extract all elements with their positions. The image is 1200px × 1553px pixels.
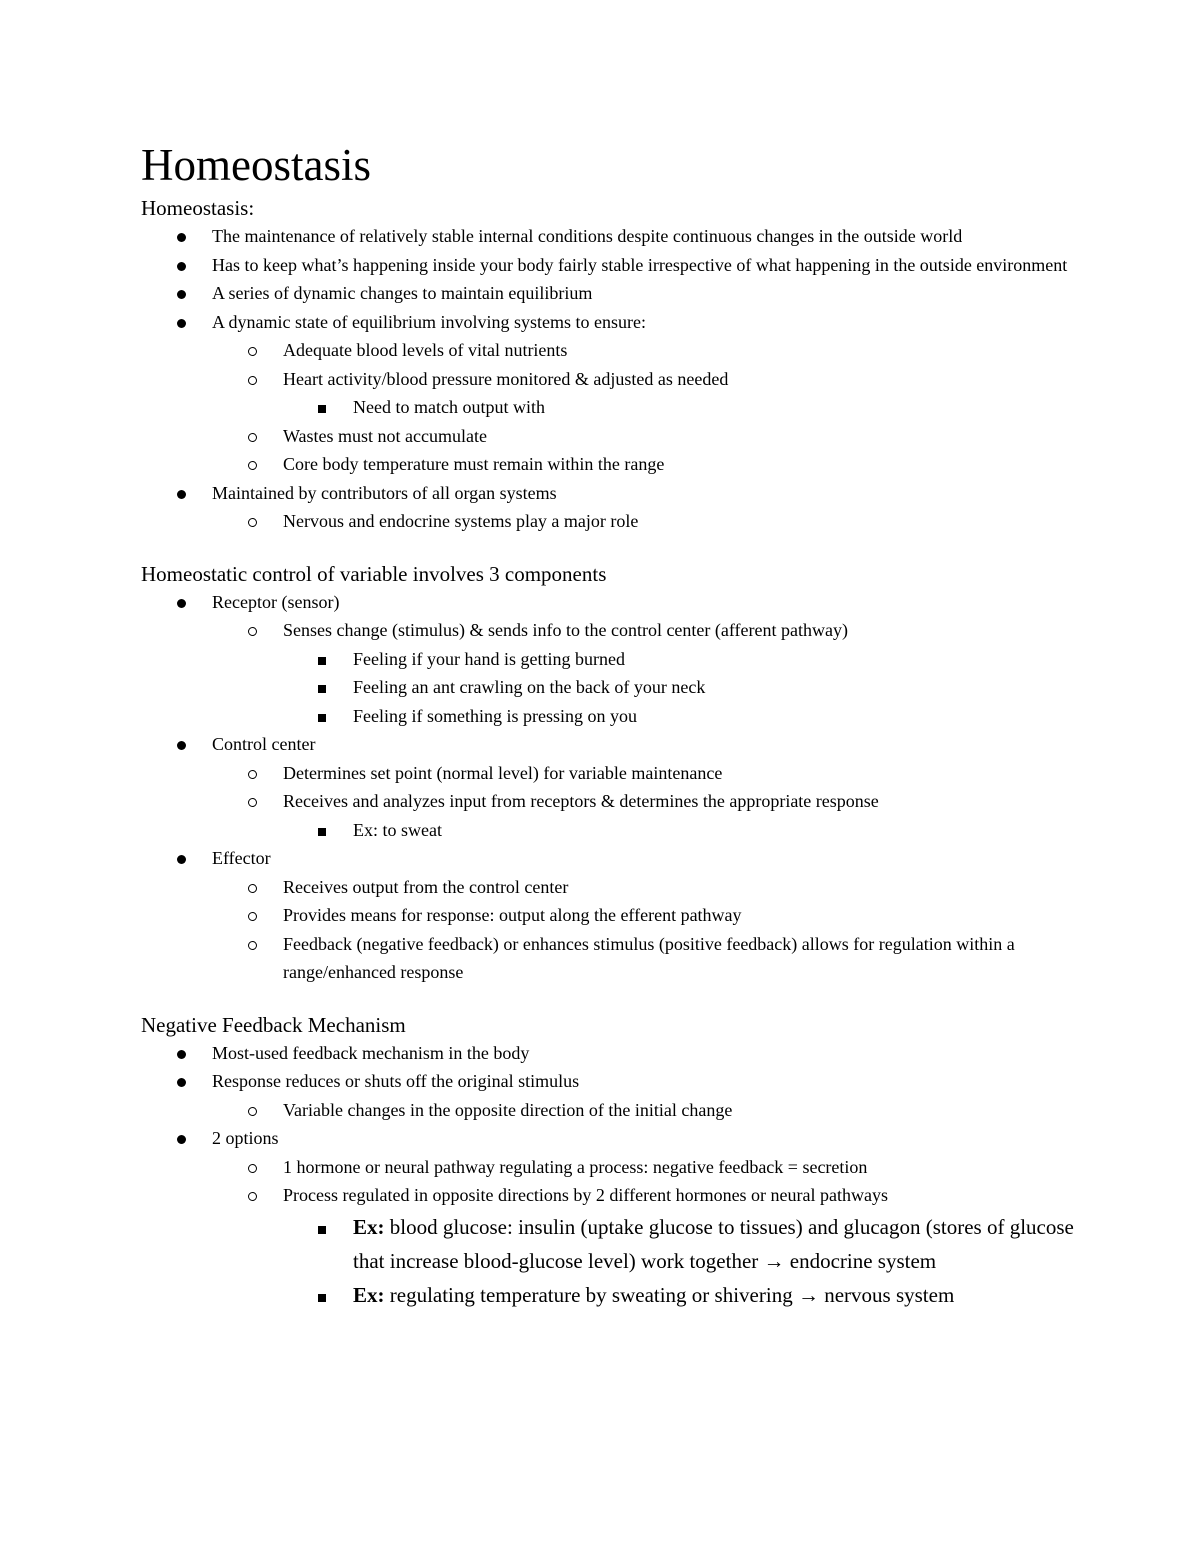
circle-bullet-icon xyxy=(248,759,257,788)
list-item xyxy=(141,616,1081,645)
list-item-text: Heart activity/blood pressure monitored & adjusted as needed xyxy=(283,368,729,389)
list-item-text: Process regulated in opposite directions by 2 different hormones or neural pathways xyxy=(283,1185,889,1206)
list-item xyxy=(141,450,1081,479)
list-item-text: blood glucose: insulin (uptake glucose to tissues) and glucagon (stores of glucose that increase blood-glucose level) work together → endocrine system xyxy=(353,1214,1074,1273)
square-bullet-icon xyxy=(318,702,326,731)
list-item xyxy=(141,930,1081,987)
list-item-text: Core body temperature must remain within the range xyxy=(283,454,665,475)
list-item-text: Receptor (sensor) xyxy=(212,591,340,612)
circle-bullet-icon xyxy=(248,616,257,645)
list-item xyxy=(141,1067,1081,1096)
square-bullet-icon xyxy=(318,393,326,422)
list-item-text: Determines set point (normal level) for variable maintenance xyxy=(283,762,723,783)
list-item xyxy=(141,1124,1081,1153)
list-item-text: The maintenance of relatively stable internal conditions despite continuous changes in the outside world xyxy=(212,226,963,247)
circle-bullet-icon xyxy=(248,507,257,536)
list-item-text: Provides means for response: output along the efferent pathway xyxy=(283,905,742,926)
list-item xyxy=(141,702,1081,731)
list-item xyxy=(141,251,1081,280)
disc-bullet-icon xyxy=(177,308,186,337)
document-page xyxy=(141,140,1081,1312)
list-item xyxy=(141,645,1081,674)
list-item-text: Feeling if something is pressing on you xyxy=(353,705,637,726)
disc-bullet-icon xyxy=(177,279,186,308)
example-label: Ex: xyxy=(353,1214,385,1239)
list-item-text: Feeling an ant crawling on the back of your neck xyxy=(353,677,706,698)
disc-bullet-icon xyxy=(177,588,186,617)
list-item-text: regulating temperature by sweating or shivering → nervous system xyxy=(389,1282,955,1307)
list-item-text: Most-used feedback mechanism in the body xyxy=(212,1042,530,1063)
list-item xyxy=(141,1278,1081,1312)
list-item xyxy=(141,1181,1081,1210)
square-bullet-icon xyxy=(318,1278,326,1312)
list-item xyxy=(141,816,1081,845)
list-item-text: Ex: to sweat xyxy=(353,819,442,840)
list-item-text: Variable changes in the opposite direction of the initial change xyxy=(283,1099,733,1120)
list-item xyxy=(141,1153,1081,1182)
list-item-text: 2 options xyxy=(212,1128,279,1149)
section-heading-control-components: Homeostatic control of variable involves 3 components xyxy=(141,561,607,586)
disc-bullet-icon xyxy=(177,730,186,759)
list-item xyxy=(141,279,1081,308)
list-item xyxy=(141,1039,1081,1068)
list-item xyxy=(141,308,1081,337)
circle-bullet-icon xyxy=(248,422,257,451)
circle-bullet-icon xyxy=(248,930,257,959)
list-item xyxy=(141,507,1081,536)
list-item-text: Wastes must not accumulate xyxy=(283,425,487,446)
document-title: Homeostasis xyxy=(141,140,371,190)
control-components-list xyxy=(141,588,1081,987)
circle-bullet-icon xyxy=(248,787,257,816)
example-label: Ex: xyxy=(353,1282,385,1307)
disc-bullet-icon xyxy=(177,1124,186,1153)
list-item xyxy=(141,673,1081,702)
circle-bullet-icon xyxy=(248,365,257,394)
circle-bullet-icon xyxy=(248,336,257,365)
list-item-text: Receives and analyzes input from receptors & determines the appropriate response xyxy=(283,791,879,812)
list-item xyxy=(141,479,1081,508)
homeostasis-list xyxy=(141,222,1081,536)
list-item xyxy=(141,873,1081,902)
list-item-text: Has to keep what’s happening inside your body fairly stable irrespective of what happening in the outside environment xyxy=(212,254,1068,275)
list-item-text: Maintained by contributors of all organ systems xyxy=(212,482,557,503)
list-item xyxy=(141,336,1081,365)
list-item-text: Need to match output with xyxy=(353,397,545,418)
circle-bullet-icon xyxy=(248,901,257,930)
disc-bullet-icon xyxy=(177,251,186,280)
square-bullet-icon xyxy=(318,1210,326,1244)
list-item xyxy=(141,393,1081,422)
list-item-text: Adequate blood levels of vital nutrients xyxy=(283,340,568,361)
section-heading-homeostasis: Homeostasis: xyxy=(141,196,255,221)
circle-bullet-icon xyxy=(248,450,257,479)
list-item xyxy=(141,1210,1081,1278)
circle-bullet-icon xyxy=(248,873,257,902)
list-item xyxy=(141,222,1081,251)
list-item-text: Receives output from the control center xyxy=(283,876,569,897)
list-item-text: Response reduces or shuts off the original stimulus xyxy=(212,1071,580,1092)
list-item-text: Control center xyxy=(212,734,316,755)
disc-bullet-icon xyxy=(177,844,186,873)
circle-bullet-icon xyxy=(248,1096,257,1125)
list-item-text: Nervous and endocrine systems play a major role xyxy=(283,511,639,532)
list-item xyxy=(141,759,1081,788)
list-item xyxy=(141,1096,1081,1125)
circle-bullet-icon xyxy=(248,1181,257,1210)
square-bullet-icon xyxy=(318,673,326,702)
list-item xyxy=(141,422,1081,451)
list-item xyxy=(141,901,1081,930)
list-item-text: A series of dynamic changes to maintain equilibrium xyxy=(212,283,593,304)
list-item-text: Feedback (negative feedback) or enhances stimulus (positive feedback) allows for regulation within a range/enhanced response xyxy=(283,933,1015,983)
disc-bullet-icon xyxy=(177,222,186,251)
list-item xyxy=(141,844,1081,873)
circle-bullet-icon xyxy=(248,1153,257,1182)
section-heading-negative-feedback: Negative Feedback Mechanism xyxy=(141,1012,406,1037)
disc-bullet-icon xyxy=(177,479,186,508)
list-item xyxy=(141,730,1081,759)
square-bullet-icon xyxy=(318,645,326,674)
list-item xyxy=(141,365,1081,394)
list-item xyxy=(141,787,1081,816)
list-item-text: A dynamic state of equilibrium involving systems to ensure: xyxy=(212,311,646,332)
list-item xyxy=(141,588,1081,617)
negative-feedback-list xyxy=(141,1039,1081,1312)
list-item-text: Feeling if your hand is getting burned xyxy=(353,648,625,669)
disc-bullet-icon xyxy=(177,1039,186,1068)
list-item-text: Senses change (stimulus) & sends info to the control center (afferent pathway) xyxy=(283,620,848,641)
list-item-text: Effector xyxy=(212,848,271,869)
disc-bullet-icon xyxy=(177,1067,186,1096)
square-bullet-icon xyxy=(318,816,326,845)
list-item-text: 1 hormone or neural pathway regulating a process: negative feedback = secretion xyxy=(283,1156,868,1177)
